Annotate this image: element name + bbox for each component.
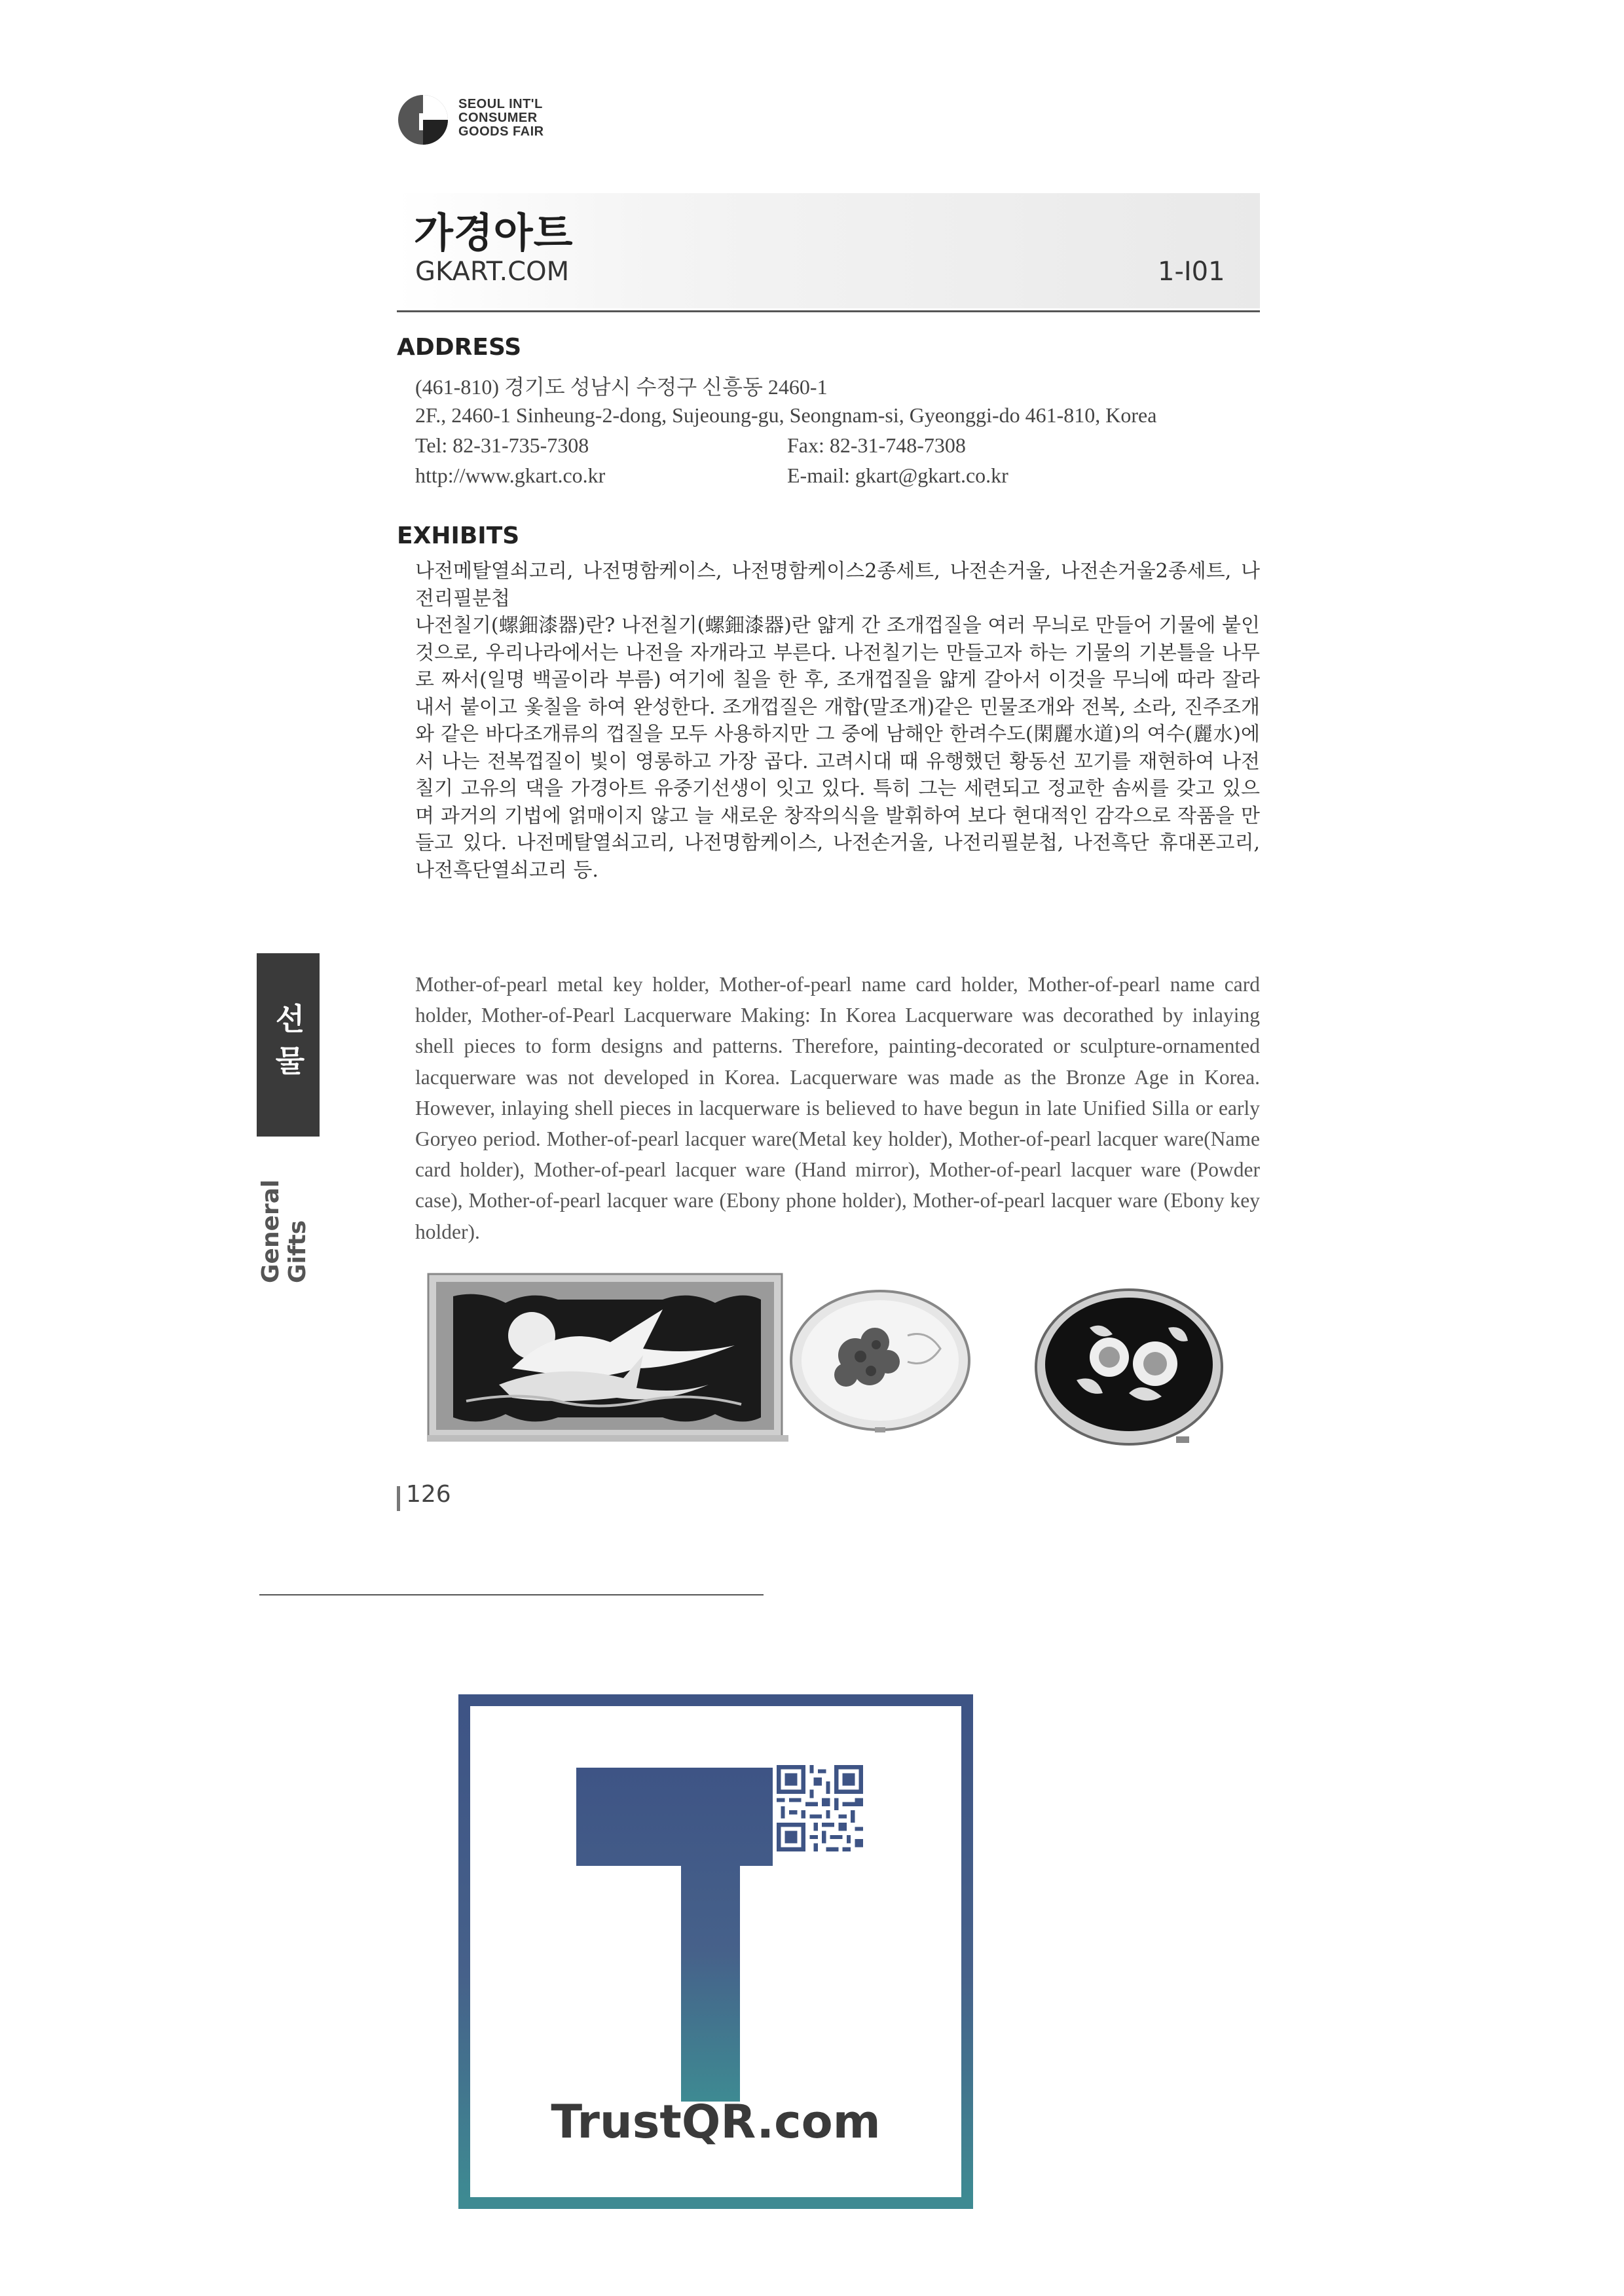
header-divider	[397, 310, 1260, 312]
booth-number: 1-I01	[1158, 257, 1225, 287]
company-name: 가경아트	[414, 209, 574, 257]
fair-logo-mark-icon	[397, 94, 449, 146]
company-website[interactable]: GKART.COM	[415, 257, 570, 287]
page-number: 126	[406, 1481, 451, 1508]
qr-code-icon[interactable]	[777, 1765, 863, 1851]
address-fax: Fax: 82-31-748-7308	[787, 433, 966, 457]
address-web-link[interactable]: http://www.gkart.co.kr	[415, 464, 606, 487]
address-korean: (461-810) 경기도 성남시 수정구 신흥동 2460-1	[415, 375, 828, 399]
card-case-photo	[427, 1270, 788, 1446]
exhibits-english-description: Mother-of-pearl metal key holder, Mother-of-pearl name card holder, Mother-of-pearl name card holder, Mother-of-Pearl Lacquerware Making: In Korea Lacquerware was decorathed by inlaying shell pieces to form designs and patterns. Therefore, painting-decorated or sculpture-ornamented lacquerware was not developed in Korea. Lacquerware was made as the Bronze Age in Korea. However, inlaying shell pieces in lacquerware is believed to have begun in late Unified Silla or early Goryeo period. Mother-of-pearl lacquer ware(Metal key holder), Mother-of-pearl lacquer ware(Name card holder), Mother-of-pearl lacquer ware (Hand mirror), Mother-of-pearl lacquer ware (Powder case), Mother-of-pearl lacquer ware (Ebony phone holder), Mother-of-pearl lacquer ware (Ebony key holder).	[415, 973, 1260, 1243]
exhibits-korean-block	[415, 558, 1260, 884]
address-tel: Tel: 82-31-735-7308	[415, 433, 589, 457]
address-english: 2F., 2460-1 Sinheung-2-dong, Sujeoung-gu, Seongnam-si, Gyeonggi-do 461-810, Korea	[415, 403, 1157, 427]
bottom-divider	[259, 1594, 764, 1595]
exhibits-korean-items: 나전메탈열쇠고리, 나전명함케이스, 나전명함케이스2종세트, 나전손거울, 나전손거울2종세트, 나전리필분첩	[415, 560, 1260, 610]
side-tab-english: General Gifts	[257, 1179, 311, 1283]
side-tab-english-wrapper	[257, 1113, 311, 1283]
address-email[interactable]: E-mail: gkart@gkart.co.kr	[787, 464, 1008, 487]
fair-logo-text	[458, 98, 544, 139]
address-heading: ADDRESS	[397, 334, 522, 361]
hand-mirror-photo	[783, 1283, 977, 1434]
powder-case-photo	[1031, 1282, 1227, 1453]
fair-logo-line-3: GOODS FAIR	[458, 124, 544, 139]
fair-logo-line-1: SEOUL INT'L	[458, 97, 543, 111]
trustqr-text[interactable]: TrustQR.com	[551, 2095, 881, 2149]
page-number-marker	[397, 1486, 400, 1511]
fair-logo-line-2: CONSUMER	[458, 111, 538, 125]
fair-logo	[397, 94, 606, 149]
exhibits-heading: EXHIBITS	[397, 522, 520, 549]
side-tab-korean: 선물	[270, 1003, 306, 1087]
exhibits-korean-description: 나전칠기(螺鈿漆器)란? 나전칠기(螺鈿漆器)란 얇게 간 조개껍질을 여러 무늬로 만들어 기물에 붙인 것으로, 우리나라에서는 나전을 자개라고 부른다. 나전칠기는 만들고자 하는 기물의 기본틀을 나무로 짜서(일명 백골이라 부름) 여기에 칠을 한 후, 조개껍질을 얇게 갈아서 이것을 무늬에 따라 잘라내서 붙이고 옻칠을 하여 완성한다. 조개껍질은 개합(말조개)같은 민물조개와 전복, 소라, 진주조개와 같은 바다조개류의 껍질을 모두 사용하지만 그 중에 남해안 한려수도(閑麗水道)의 여수(麗水)에서 나는 전복껍질이 빛이 영롱하고 가장 곱다. 고려시대 때 유행했던 황동선 꼬기를 재현하여 나전칠기 고유의 댁을 가경아트 유중기선생이 잇고 있다. 특히 그는 세련되고 정교한 솜씨를 갖고 있으며 과거의 기법에 얽매이지 않고 늘 새로운 창작의식을 발휘하여 보다 현대적인 감각으로 작품을 만들고 있다. 나전메탈열쇠고리, 나전명함케이스, 나전손거울, 나전리필분첩, 나전흑단 휴대폰고리, 나전흑단열쇠고리 등.	[415, 614, 1260, 882]
